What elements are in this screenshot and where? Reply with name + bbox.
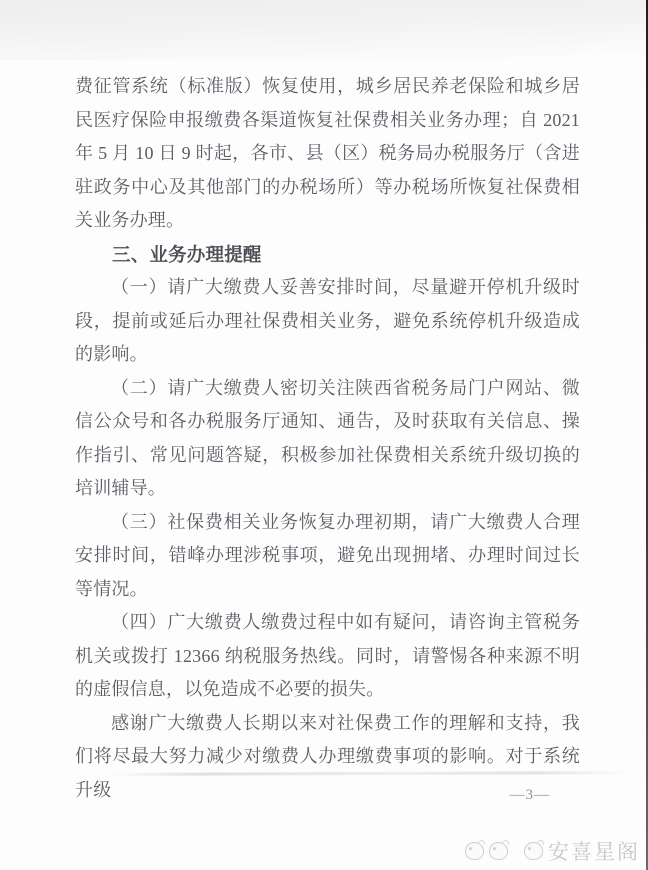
- chick-icon: [489, 842, 508, 860]
- scan-top-shading: [0, 0, 648, 60]
- notice-item-4: （四）广大缴费人缴费过程中如有疑问，请咨询主管税务机关或拨打 12366 纳税服务热线。同时，请警惕各种来源不明的虚假信息，以免造成不必要的损失。: [75, 612, 580, 699]
- chick-icon: [465, 842, 484, 860]
- closing-paragraph: 感谢广大缴费人长期以来对社保费工作的理解和支持，我们将尽最大努力减少对缴费人办理缴费事项的影响。对于系统升级: [75, 712, 580, 800]
- page-number: —3—: [509, 787, 550, 803]
- section-heading: 三、业务办理提醒: [112, 243, 262, 265]
- document-text-block: [75, 70, 580, 807]
- notice-item-2: （二）请广大缴费人密切关注陕西省税务局门户网站、微信公众号和各办税服务厅通知、通告，及时获取有关信息、操作指引、常见问题答疑，积极参加社保费相关系统升级切换的培训辅导。: [75, 377, 580, 498]
- intro-paragraph: 费征管系统（标准版）恢复使用，城乡居民养老保险和城乡居民医疗保险申报缴费各渠道恢复社保费相关业务办理；自 2021 年 5 月 10 日 9 时起，各市、县（区）税务局办税服务厅（含进驻政务中心及其他部门的办税场所）等办税场所恢复社保费相关业务办理。: [75, 76, 580, 230]
- watermark: [465, 836, 640, 866]
- notice-item-1: （一）请广大缴费人妥善安排时间，尽量避开停机升级时段，提前或延后办理社保费相关业务，避免系统停机升级造成的影响。: [75, 277, 580, 364]
- notice-item-3: （三）社保费相关业务恢复办理初期，请广大缴费人合理安排时间，错峰办理涉税事项，避免出现拥堵、办理时间过长等情况。: [75, 511, 580, 599]
- chick-icon: [524, 842, 543, 860]
- watermark-text: 安喜星阁: [548, 841, 640, 864]
